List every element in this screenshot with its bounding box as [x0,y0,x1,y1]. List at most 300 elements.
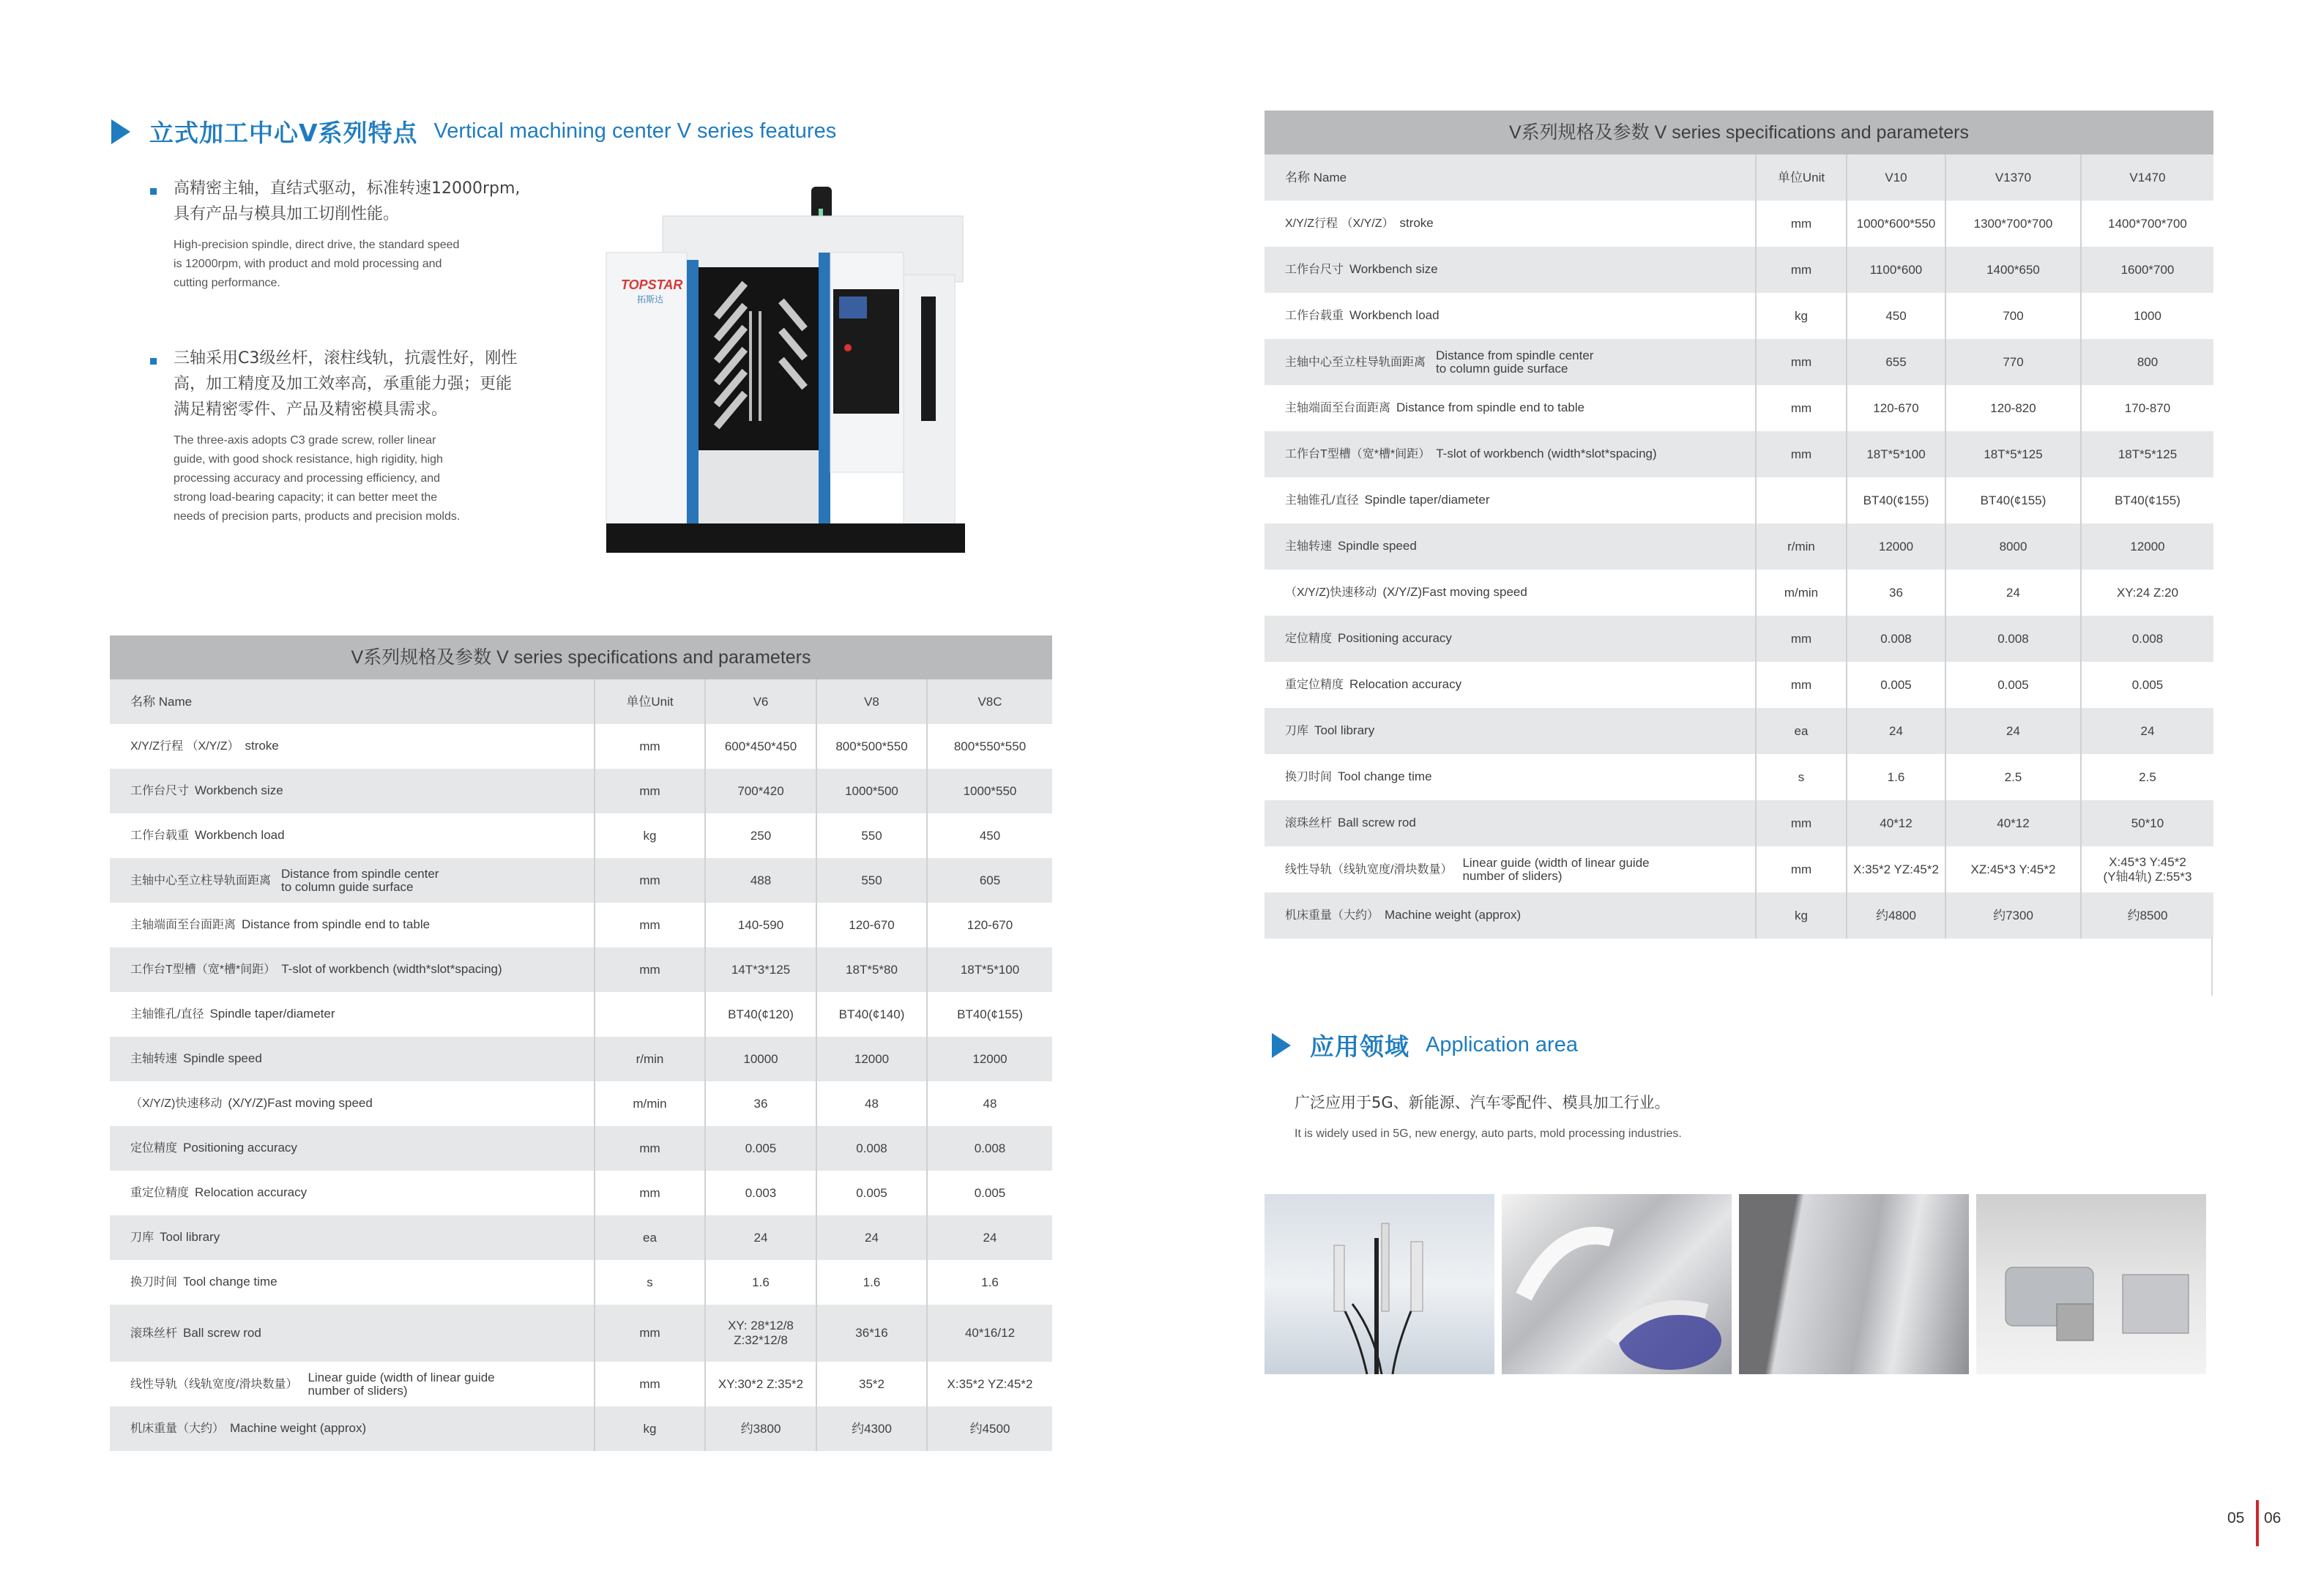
param-value: 1400*700*700 [2081,201,2213,247]
param-value: 48 [927,1081,1052,1126]
feature-en-line: The three-axis adopts C3 grade screw, roller linear [174,434,436,447]
param-value: 约7300 [1945,892,2081,939]
param-name [1265,201,1756,247]
table-body [1265,201,2213,939]
param-name [110,813,595,858]
param-name [110,947,595,992]
param-name [110,1126,595,1171]
param-unit: mm [595,947,705,992]
param-name-en: Positioning accuracy [1338,631,1452,645]
param-value: 600*450*450 [705,724,816,769]
param-name [1265,800,1756,846]
param-value: X:35*2 YZ:45*2 [1847,846,1945,892]
table-row [1265,339,2213,385]
param-value: 250 [705,813,816,858]
param-name-en-line: number of sliders) [1462,868,1563,883]
param-value: 1.6 [705,1260,816,1305]
param-value: BT40(¢140) [816,992,927,1037]
param-value: 0.008 [1945,616,2081,662]
param-value: 24 [1945,570,2081,616]
param-value: 24 [816,1215,927,1260]
param-name-en: Distance from spindle end to table [242,917,431,931]
param-value: BT40(¢155) [1847,477,1945,523]
param-name-en: Workbench size [195,783,283,797]
application-gallery [1265,1194,2206,1374]
param-unit: m/min [1756,570,1847,616]
table-row [110,1406,1052,1451]
param-value: 0.005 [1945,662,2081,708]
param-unit: mm [595,903,705,947]
param-name-zh: X/Y/Z行程 （X/Y/Z） [130,740,239,753]
spec-table-caption: V系列规格及参数 V series specifications and parameters [1265,111,2213,154]
param-unit: kg [595,813,705,858]
param-name-zh: 工作台尺寸 [1285,264,1344,276]
aluminum-plate-photo [1739,1194,1969,1374]
5g-tower-photo [1265,1194,1494,1374]
param-value: 0.005 [816,1171,927,1215]
param-value: 0.005 [2081,662,2213,708]
topstar-logo: TOPSTAR [621,277,683,292]
param-name-zh: 刀库 [130,1231,154,1244]
param-value: 约8500 [2081,892,2213,939]
param-name [110,1037,595,1081]
param-name [1265,754,1756,800]
param-value-line: X:45*3 Y:45*2 [2109,854,2186,869]
spec-table-caption: V系列规格及参数 V series specifications and parameters [110,635,1052,679]
param-name [1265,523,1756,570]
param-unit: m/min [595,1081,705,1126]
table-row [110,1362,1052,1406]
param-name [1265,570,1756,616]
header-model: V8 [816,679,927,724]
feature-zh-line: 高，加工精度及加工效率高，承重能力强；更能 [174,375,513,393]
param-name [1265,247,1756,293]
param-unit: s [1756,754,1847,800]
param-value: 约4800 [1847,892,1945,939]
param-name [110,992,595,1037]
param-name-en-line: to column guide surface [1436,361,1568,376]
param-name-en: T-slot of workbench (width*slot*spacing) [1436,447,1657,461]
application-description [1295,1091,1682,1141]
param-name-zh: 重定位精度 [130,1187,190,1199]
param-value: 1400*650 [1945,247,2081,293]
section-arrow-icon [111,119,130,144]
param-name-zh: 工作台T型槽（宽*槽*间距） [1285,448,1431,461]
param-value: 1100*600 [1847,247,1945,293]
header-unit: 单位Unit [595,679,705,724]
param-name-en: Ball screw rod [183,1325,261,1340]
param-name-en: Distance from spindle end to table [1396,400,1585,414]
param-name-zh: 机床重量（大约） [130,1423,225,1435]
table-row [110,858,1052,903]
param-value: 700 [1945,293,2081,339]
param-value: 18T*5*125 [2081,431,2213,477]
param-name-en: Spindle taper/diameter [1364,493,1490,507]
param-name-zh: 工作台载重 [130,829,190,842]
param-value: 24 [927,1215,1052,1260]
table-row [110,947,1052,992]
param-value: 18T*5*80 [816,947,927,992]
param-name [110,1260,595,1305]
param-name [1265,431,1756,477]
param-value: BT40(¢155) [1945,477,2081,523]
param-name-en: stroke [245,739,279,753]
table-row [1265,293,2213,339]
param-name [110,903,595,947]
table-row [1265,662,2213,708]
table-row [1265,846,2213,892]
param-name [1265,477,1756,523]
param-unit: mm [595,858,705,903]
feature-en-line: guide, with good shock resistance, high rigidity, high [174,453,443,466]
param-value: 120-670 [927,903,1052,947]
table-body [110,724,1052,1451]
page-divider [2256,1500,2259,1546]
param-value: 1000*600*550 [1847,201,1945,247]
param-value [2081,846,2213,892]
param-value: 550 [816,813,927,858]
param-value: 1.6 [816,1260,927,1305]
param-name [1265,662,1756,708]
param-value: 40*12 [1945,800,2081,846]
param-name-en [308,1371,494,1398]
param-value: 605 [927,858,1052,903]
param-value-line: Z:32*12/8 [734,1333,788,1347]
param-value: 1600*700 [2081,247,2213,293]
param-name-en: Relocation accuracy [195,1185,308,1199]
param-name-en: Machine weight (approx) [230,1421,367,1435]
feature-en-line: strong load-bearing capacity; it can better meet the [174,491,438,504]
param-unit: mm [595,724,705,769]
param-value: 24 [2081,708,2213,754]
param-value: 1.6 [927,1260,1052,1305]
feature-item [150,176,531,293]
feature-zh-line: 满足精密零件、产品及精密模具需求。 [174,400,448,419]
param-name-en: Spindle speed [1338,539,1417,553]
param-unit: mm [1756,616,1847,662]
param-value: 0.008 [816,1126,927,1171]
param-name-zh: 换刀时间 [130,1276,178,1289]
param-value: 1300*700*700 [1945,201,2081,247]
header-name: 名称 Name [1285,170,1347,184]
param-value: BT40(¢120) [705,992,816,1037]
param-value: 800*550*550 [927,724,1052,769]
param-unit: r/min [595,1037,705,1081]
param-name [1265,708,1756,754]
param-name-zh: 滚珠丝杆 [1285,817,1333,829]
application-desc-zh: 广泛应用于5G、新能源、汽车零配件、模具加工行业。 [1295,1094,1670,1111]
param-name-en-line: Distance from spindle center [1436,348,1594,362]
table-row [110,1260,1052,1305]
param-name [110,1362,595,1406]
param-unit: mm [595,1362,705,1406]
param-name-en-line: number of sliders) [308,1383,408,1398]
param-name-en: Tool change time [1338,769,1432,783]
param-value: 0.008 [1847,616,1945,662]
param-value-line: XY: 28*12/8 [728,1319,794,1332]
table-row [1265,800,2213,846]
spec-table-v10-v1370-v1470 [1265,111,2213,939]
param-value: 800*500*550 [816,724,927,769]
param-unit [595,992,705,1037]
param-name-zh: （X/Y/Z)快速移动 [130,1097,223,1110]
header-model: V1370 [1945,154,2081,201]
param-name-en: T-slot of workbench (width*slot*spacing) [281,962,502,976]
param-value: 770 [1945,339,2081,385]
table-row [110,1171,1052,1215]
page-number-right: 06 [2264,1510,2282,1526]
param-unit: mm [1756,247,1847,293]
feature-en-line: processing accuracy and processing efficiency, and [174,472,441,485]
param-name-zh: 工作台T型槽（宽*槽*间距） [130,963,276,976]
features-title-zh: 立式加工中心V系列特点 [149,119,418,147]
param-name-en [281,868,439,894]
param-name [110,769,595,813]
param-name-zh: 主轴锥孔/直径 [1285,494,1359,507]
param-value: 0.008 [2081,616,2213,662]
param-name [1265,892,1756,939]
param-value: 12000 [816,1037,927,1081]
param-unit: mm [1756,339,1847,385]
table-row [1265,477,2213,523]
divider-line [2211,937,2213,996]
param-name [110,858,595,903]
param-name-zh: 定位精度 [130,1142,178,1155]
param-name-zh: 刀库 [1285,725,1309,737]
param-value: 550 [816,858,927,903]
table-row [1265,201,2213,247]
application-desc-en: It is widely used in 5G, new energy, auto parts, mold processing industries. [1295,1127,1682,1140]
param-name-en: stroke [1399,216,1434,230]
param-value: 12000 [1847,523,1945,570]
feature-en-text [174,431,531,526]
param-name-en-line: Linear guide (width of linear guide [308,1370,495,1384]
param-unit: ea [595,1215,705,1260]
param-name-en: Relocation accuracy [1349,677,1462,691]
feature-en-line: High-precision spindle, direct drive, the standard speed [174,239,460,251]
param-value-line: (Y轴4轨) Z:55*3 [2103,869,2192,884]
param-value: 24 [705,1215,816,1260]
param-name-zh: 主轴转速 [130,1053,178,1065]
param-name-zh: 主轴锥孔/直径 [130,1008,204,1021]
spec-table-v6-v8-v8c [110,635,1052,1451]
param-name-zh: X/Y/Z行程 （X/Y/Z） [1285,217,1394,230]
param-unit: mm [1756,662,1847,708]
application-title-zh: 应用领域 [1310,1032,1409,1061]
param-unit: ea [1756,708,1847,754]
table-row [110,1305,1052,1362]
param-name-zh: 线性导轨（线轨宽度/滑块数量） [1285,862,1453,876]
table-row [110,724,1052,769]
param-unit: mm [595,1171,705,1215]
param-value: 1000 [2081,293,2213,339]
param-name-zh: （X/Y/Z)快速移动 [1285,586,1377,599]
param-name [110,1215,595,1260]
machined-aluminum-part-photo [1502,1194,1732,1374]
param-value: BT40(¢155) [927,992,1052,1037]
param-value: 12000 [2081,523,2213,570]
table-row [1265,616,2213,662]
param-value: 800 [2081,339,2213,385]
feature-en-line: cutting performance. [174,277,280,289]
param-name-en: (X/Y/Z)Fast moving speed [1382,585,1527,599]
topstar-logo-zh: 拓斯达 [637,294,664,305]
param-unit: mm [595,1126,705,1171]
param-value: 14T*3*125 [705,947,816,992]
header-model: V10 [1847,154,1945,201]
param-name [110,1171,595,1215]
header-model: V6 [705,679,816,724]
param-name-zh: 主轴端面至台面距离 [130,919,237,931]
param-value: 0.005 [705,1126,816,1171]
param-value: 50*10 [2081,800,2213,846]
param-name-en: (X/Y/Z)Fast moving speed [228,1096,373,1110]
table-row [110,1037,1052,1081]
param-name [110,1406,595,1451]
param-name-en: Positioning accuracy [183,1141,297,1155]
param-name-en: Spindle taper/diameter [209,1007,335,1021]
param-name [1265,293,1756,339]
table-row [1265,892,2213,939]
table-row [110,769,1052,813]
param-name [1265,846,1756,892]
feature-en-line: needs of precision parts, products and precision molds. [174,510,461,523]
feature-zh-line: 三轴采用C3级丝杆，滚柱线轨，抗震性好，刚性 [174,349,518,368]
param-value [705,1305,816,1362]
param-value: 40*16/12 [927,1305,1052,1362]
table-row [1265,523,2213,570]
param-name-en [1462,857,1649,883]
table-row [110,992,1052,1037]
param-value: 120-820 [1945,385,2081,431]
feature-en-text [174,236,531,293]
header-unit: 单位Unit [1756,154,1847,201]
param-name-en-line: Linear guide (width of linear guide [1462,855,1650,870]
application-title-en: Application area [1426,1033,1578,1056]
param-value: 18T*5*125 [1945,431,2081,477]
feature-en-line: is 12000rpm, with product and mold processing and [174,258,442,270]
square-bullet-icon [150,358,157,365]
param-value: 450 [1847,293,1945,339]
table-row [110,1126,1052,1171]
param-value: 1000*550 [927,769,1052,813]
table-header-row [110,679,1052,724]
param-name-en: Workbench load [1349,308,1440,322]
param-value: 48 [816,1081,927,1126]
square-bullet-icon [150,188,157,195]
param-value: 1.6 [1847,754,1945,800]
param-name [1265,616,1756,662]
param-name [110,1081,595,1126]
param-unit: mm [1756,431,1847,477]
param-value: X:35*2 YZ:45*2 [927,1362,1052,1406]
param-value: 0.005 [927,1171,1052,1215]
param-value: 2.5 [2081,754,2213,800]
param-value: 2.5 [1945,754,2081,800]
param-unit: mm [1756,201,1847,247]
param-value: 700*420 [705,769,816,813]
param-unit: mm [595,1305,705,1362]
param-unit: mm [1756,846,1847,892]
param-name-en: Machine weight (approx) [1385,908,1522,922]
param-value: XY:30*2 Z:35*2 [705,1362,816,1406]
table-row [1265,708,2213,754]
page-number-left: 05 [2227,1510,2245,1526]
param-value: 655 [1847,339,1945,385]
param-name-en: Spindle speed [183,1051,262,1065]
param-unit: kg [1756,293,1847,339]
param-value: 约4500 [927,1406,1052,1451]
param-name-zh: 滚珠丝杆 [130,1327,178,1340]
param-name-zh: 主轴转速 [1285,540,1333,553]
param-value: BT40(¢155) [2081,477,2213,523]
table-row [1265,385,2213,431]
param-value: 10000 [705,1037,816,1081]
param-value: 12000 [927,1037,1052,1081]
param-name-zh: 主轴端面至台面距离 [1285,402,1391,414]
features-title-en: Vertical machining center V series features [433,119,837,143]
header-model: V8C [927,679,1052,724]
ev-motor-assembly-photo [1976,1194,2206,1374]
param-unit: mm [1756,800,1847,846]
param-name [1265,385,1756,431]
table-row [110,1215,1052,1260]
param-value: 36 [1847,570,1945,616]
param-name-en: Tool change time [183,1275,278,1289]
param-name-zh: 主轴中心至立柱导轨面距离 [1285,355,1426,368]
param-unit: kg [595,1406,705,1451]
param-name [110,724,595,769]
features-section-title [111,114,836,149]
table-row [1265,247,2213,293]
param-value: 24 [1945,708,2081,754]
param-value: 0.008 [927,1126,1052,1171]
param-value: 35*2 [816,1362,927,1406]
param-value: 8000 [1945,523,2081,570]
param-name-en: Workbench size [1349,262,1438,276]
param-name-zh: 线性导轨（线轨宽度/滑块数量） [130,1377,298,1390]
table-row [1265,754,2213,800]
table-header-row [1265,154,2213,201]
application-section-title [1272,1028,1578,1062]
param-value: 0.003 [705,1171,816,1215]
param-name-en: Tool library [1314,723,1375,737]
table-row [1265,570,2213,616]
param-name-zh: 定位精度 [1285,633,1333,645]
param-value: 36*16 [816,1305,927,1362]
param-unit: s [595,1260,705,1305]
param-name-zh: 换刀时间 [1285,771,1333,783]
param-value: 1000*500 [816,769,927,813]
param-unit: mm [595,769,705,813]
param-name-zh: 工作台载重 [1285,310,1344,322]
param-value: 450 [927,813,1052,858]
feature-zh-line: 高精密主轴，直结式驱动，标准转速12000rpm, [174,179,521,198]
param-unit: mm [1756,385,1847,431]
machining-center-image [599,179,994,567]
table-row [110,813,1052,858]
table-row [110,1081,1052,1126]
param-unit [1756,477,1847,523]
param-value: 140-590 [705,903,816,947]
param-value: 40*12 [1847,800,1945,846]
param-value: 约3800 [705,1406,816,1451]
param-name-zh: 机床重量（大约） [1285,909,1379,922]
feature-item [150,346,531,526]
param-name-en-line: to column guide surface [281,879,414,894]
param-value: 488 [705,858,816,903]
param-unit: r/min [1756,523,1847,570]
